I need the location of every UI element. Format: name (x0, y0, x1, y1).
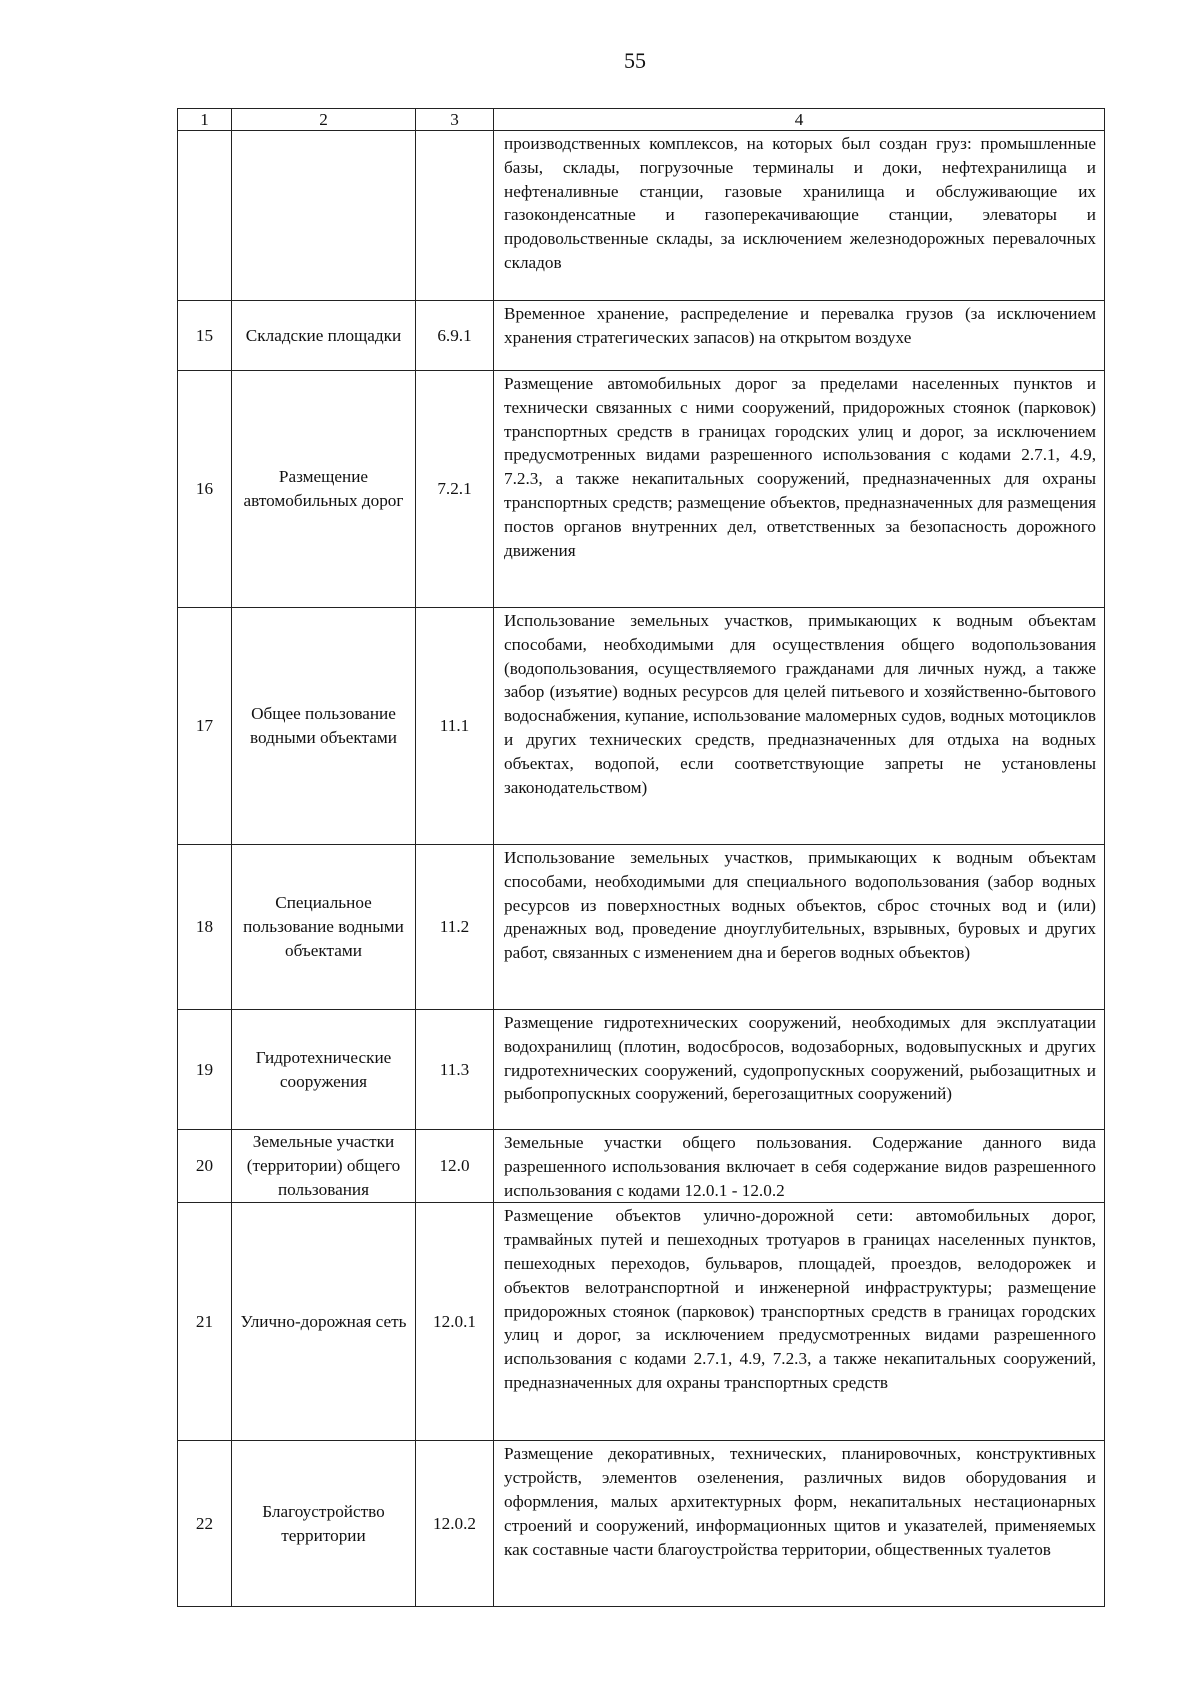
table-row (178, 1010, 1105, 1130)
land-use-table (177, 108, 1105, 1607)
use-type-name: Специальное пользование водными объектами (232, 845, 416, 1010)
use-type-description: Размещение гидротехнических сооружений, необходимых для эксплуатации водохранилищ (плотин, водосбросов, водозаборных, водовыпускных и других гидротехнических сооружений, судопропускных сооружений, рыбозащитных и рыбопропускных сооружений, берегозащитных сооружений) (494, 1010, 1105, 1130)
use-type-description: Размещение объектов улично-дорожной сети: автомобильных дорог, трамвайных путей и пешеходных тротуаров в границах населенных пунктов, пешеходных переходов, бульваров, площадей, проездов, велодорожек и объектов велотранспортной и инженерной инфраструктуры; размещение придорожных стоянок (парковок) транспортных средств в границах городских улиц и дорог, за исключением предусмотренных видами разрешенного использования с кодами 2.7.1, 4.9, 7.2.3, а также некапитальных сооружений, предназначенных для охраны транспортных средств (494, 1203, 1105, 1441)
row-number: 18 (178, 845, 232, 1010)
use-type-name: Улично-дорожная сеть (232, 1203, 416, 1441)
column-header-2: 2 (232, 109, 416, 131)
use-type-name: Земельные участки (территории) общего пользования (232, 1130, 416, 1203)
use-type-name (232, 131, 416, 301)
row-number: 16 (178, 371, 232, 608)
table-row (178, 1203, 1105, 1441)
table-row (178, 1441, 1105, 1607)
row-number: 21 (178, 1203, 232, 1441)
use-type-code: 11.1 (416, 608, 494, 845)
table-row (178, 1130, 1105, 1203)
use-type-description: Временное хранение, распределение и перевалка грузов (за исключением хранения стратегических запасов) на открытом воздухе (494, 301, 1105, 371)
column-header-4: 4 (494, 109, 1105, 131)
use-type-code: 11.3 (416, 1010, 494, 1130)
use-type-name: Гидротехнические сооружения (232, 1010, 416, 1130)
use-type-name: Размещение автомобильных дорог (232, 371, 416, 608)
use-type-code: 7.2.1 (416, 371, 494, 608)
table-row (178, 131, 1105, 301)
row-number: 17 (178, 608, 232, 845)
page-number: 55 (624, 48, 646, 73)
use-type-code: 12.0.1 (416, 1203, 494, 1441)
use-type-description: Использование земельных участков, примыкающих к водным объектам способами, необходимыми для осуществления общего водопользования (водопользования, осуществляемого гражданами для личных нужд, а также забор (изъятие) водных ресурсов для целей питьевого и хозяйственно-бытового водоснабжения, купание, использование маломерных судов, водных мотоциклов и других технических средств, предназначенных для отдыха на водных объектах, водопой, если соответствующие запреты не установлены законодательством) (494, 608, 1105, 845)
table-row (178, 608, 1105, 845)
use-type-code: 12.0.2 (416, 1441, 494, 1607)
use-type-name: Благоустройство территории (232, 1441, 416, 1607)
table-row (178, 371, 1105, 608)
use-type-code: 12.0 (416, 1130, 494, 1203)
row-number: 19 (178, 1010, 232, 1130)
use-type-description: Размещение автомобильных дорог за пределами населенных пунктов и технически связанных с ними сооружений, придорожных стоянок (парковок) транспортных средств в границах городских улиц и дорог, за исключением предусмотренных видами разрешенного использования с кодами 2.7.1, 4.9, 7.2.3, а также некапитальных сооружений, предназначенных для охраны транспортных средств; размещение объектов, предназначенных для размещения постов органов внутренних дел, ответственных за безопасность дорожного движения (494, 371, 1105, 608)
use-type-description: производственных комплексов, на которых был создан груз: промышленные базы, склады, погрузочные терминалы и доки, нефтехранилища и нефтеналивные станции, газовые хранилища и обслуживающие их газоконденсатные и газоперекачивающие станции, элеваторы и продовольственные склады, за исключением железнодорожных перевалочных складов (494, 131, 1105, 301)
row-number (178, 131, 232, 301)
use-type-description: Использование земельных участков, примыкающих к водным объектам способами, необходимыми для специального водопользования (забор водных ресурсов из поверхностных водных объектов, сброс сточных вод и (или) дренажных вод, проведение дноуглубительных, взрывных, буровых и других работ, связанных с изменением дна и берегов водных объектов) (494, 845, 1105, 1010)
use-type-description: Размещение декоративных, технических, планировочных, конструктивных устройств, элементов озеленения, различных видов оборудования и оформления, малых архитектурных форм, некапитальных нестационарных строений и сооружений, информационных щитов и указателей, применяемых как составные части благоустройства территории, общественных туалетов (494, 1441, 1105, 1607)
use-type-code: 6.9.1 (416, 301, 494, 371)
table-header-row (178, 109, 1105, 131)
column-header-3: 3 (416, 109, 494, 131)
row-number: 20 (178, 1130, 232, 1203)
use-type-code (416, 131, 494, 301)
row-number: 22 (178, 1441, 232, 1607)
column-header-1: 1 (178, 109, 232, 131)
use-type-code: 11.2 (416, 845, 494, 1010)
use-type-name: Общее пользование водными объектами (232, 608, 416, 845)
table-row (178, 845, 1105, 1010)
use-type-description: Земельные участки общего пользования. Содержание данного вида разрешенного использования включает в себя содержание видов разрешенного использования с кодами 12.0.1 - 12.0.2 (494, 1130, 1105, 1203)
use-type-name: Складские площадки (232, 301, 416, 371)
row-number: 15 (178, 301, 232, 371)
table-row (178, 301, 1105, 371)
